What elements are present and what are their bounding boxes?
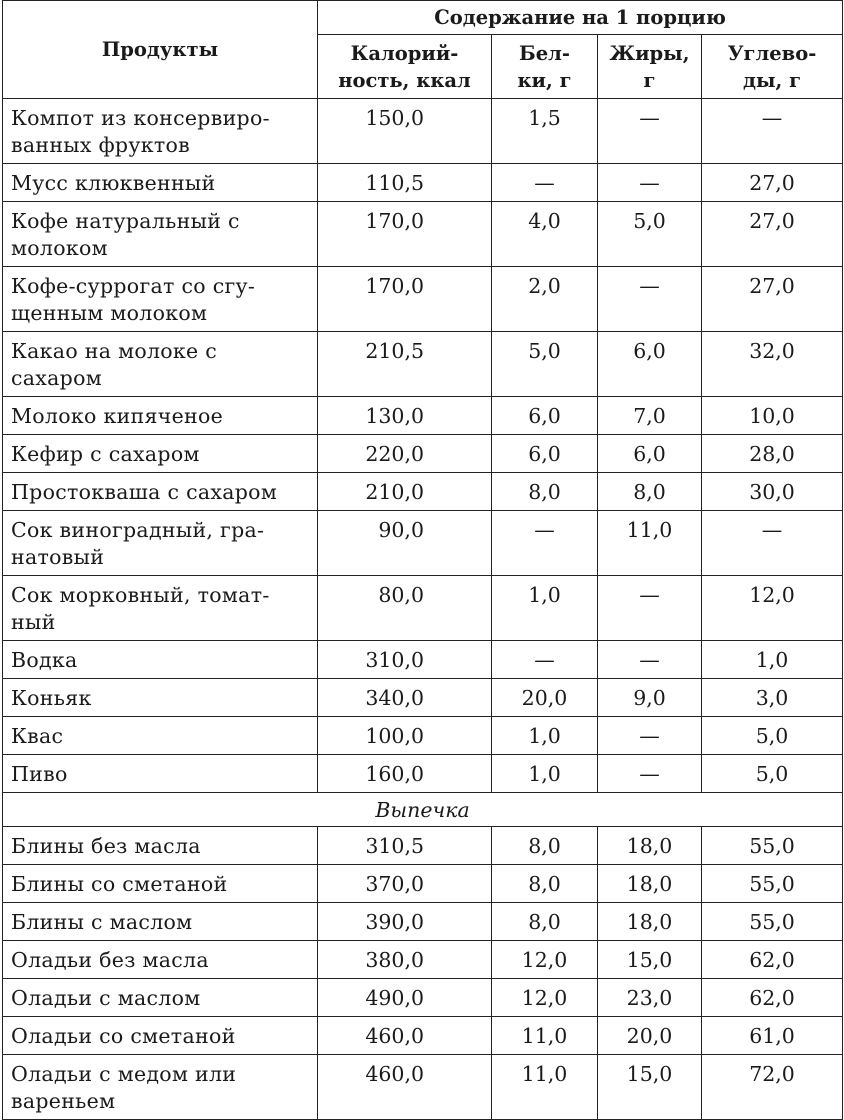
product-name-line: Какао на молоке с [11, 339, 218, 363]
product-name [3, 941, 318, 979]
product-name-line: Оладьи с медом или [11, 1062, 237, 1086]
fat-value: 20,0 [598, 1017, 702, 1055]
calories-value: 340,0 [318, 679, 492, 717]
product-name [3, 679, 318, 717]
carbs-value: 55,0 [702, 865, 843, 903]
carbs-value: 61,0 [702, 1017, 843, 1055]
carbs-value: 1,0 [702, 641, 843, 679]
fat-value: — [598, 717, 702, 755]
protein-value: 6,0 [492, 435, 598, 473]
product-name-line: Оладьи со сметаной [11, 1024, 236, 1048]
protein-value: 6,0 [492, 397, 598, 435]
calories-value: 210,0 [318, 473, 492, 511]
product-name [3, 473, 318, 511]
table-row [3, 511, 843, 576]
calories-value: 460,0 [318, 1017, 492, 1055]
protein-value: — [492, 511, 598, 576]
fat-value: — [598, 267, 702, 332]
carbs-value: 55,0 [702, 903, 843, 941]
fat-value: 15,0 [598, 1055, 702, 1120]
table-row [3, 717, 843, 755]
product-name [3, 397, 318, 435]
calories-value: 460,0 [318, 1055, 492, 1120]
fat-value: 18,0 [598, 903, 702, 941]
calories-value: 390,0 [318, 903, 492, 941]
table-row [3, 435, 843, 473]
table-body [3, 99, 843, 1120]
group-header: Содержание на 1 порцию [318, 1, 843, 35]
calories-value: 310,0 [318, 641, 492, 679]
carbs-value: 72,0 [702, 1055, 843, 1120]
carbs-value: — [702, 511, 843, 576]
product-name-line: Водка [11, 648, 78, 672]
product-name-line: Коньяк [11, 686, 92, 710]
product-name-line: сахаром [11, 366, 102, 390]
product-name [3, 1017, 318, 1055]
protein-value: 4,0 [492, 202, 598, 267]
carbs-value: 27,0 [702, 202, 843, 267]
protein-value: 5,0 [492, 332, 598, 397]
product-name-line: Оладьи без масла [11, 948, 209, 972]
section-row [3, 793, 843, 827]
calories-value: 110,5 [318, 164, 492, 202]
calories-value: 370,0 [318, 865, 492, 903]
calories-value: 170,0 [318, 202, 492, 267]
protein-value: 12,0 [492, 979, 598, 1017]
fat-value: — [598, 576, 702, 641]
nutrition-table [2, 0, 843, 1120]
product-name [3, 827, 318, 865]
fat-value: 23,0 [598, 979, 702, 1017]
product-name-line: Блины без масла [11, 834, 201, 858]
carbs-value: 12,0 [702, 576, 843, 641]
calories-value: 310,5 [318, 827, 492, 865]
table-row [3, 679, 843, 717]
fat-value: 7,0 [598, 397, 702, 435]
product-name-line: Блины с маслом [11, 910, 193, 934]
calories-value: 100,0 [318, 717, 492, 755]
carbs-value: 5,0 [702, 755, 843, 793]
carbs-value: 62,0 [702, 941, 843, 979]
carbs-value: 30,0 [702, 473, 843, 511]
table-row [3, 641, 843, 679]
product-name [3, 717, 318, 755]
protein-value: — [492, 164, 598, 202]
carbs-value: 32,0 [702, 332, 843, 397]
table-row [3, 755, 843, 793]
table-row [3, 827, 843, 865]
calories-value: 170,0 [318, 267, 492, 332]
protein-value: 12,0 [492, 941, 598, 979]
calories-value: 160,0 [318, 755, 492, 793]
product-name [3, 164, 318, 202]
product-name [3, 979, 318, 1017]
table-row [3, 473, 843, 511]
table-row [3, 576, 843, 641]
table-row [3, 99, 843, 164]
fat-value: — [598, 164, 702, 202]
product-name [3, 511, 318, 576]
products-header: Продукты [3, 1, 318, 99]
product-name-line: Простокваша с сахаром [11, 480, 278, 504]
table-row [3, 865, 843, 903]
carbs-value: — [702, 99, 843, 164]
product-name-line: Сок морковный, томат- [11, 583, 270, 607]
protein-value: 1,0 [492, 755, 598, 793]
product-name [3, 903, 318, 941]
protein-value: 2,0 [492, 267, 598, 332]
product-name [3, 576, 318, 641]
table-row [3, 164, 843, 202]
fat-value: 18,0 [598, 827, 702, 865]
table-row [3, 397, 843, 435]
product-name-line: щенным молоком [11, 301, 208, 325]
fat-value: 18,0 [598, 865, 702, 903]
product-name-line: Молоко кипяченое [11, 404, 224, 428]
product-name [3, 641, 318, 679]
product-name [3, 202, 318, 267]
calories-value: 130,0 [318, 397, 492, 435]
calories-value: 210,5 [318, 332, 492, 397]
calories-value: 380,0 [318, 941, 492, 979]
carbs-value: 3,0 [702, 679, 843, 717]
product-name-line: Оладьи с маслом [11, 986, 201, 1010]
product-name-line: Блины со сметаной [11, 872, 228, 896]
carbs-value: 62,0 [702, 979, 843, 1017]
calories-value: 220,0 [318, 435, 492, 473]
table-row [3, 267, 843, 332]
table-row [3, 332, 843, 397]
carbs-value: 55,0 [702, 827, 843, 865]
table-row [3, 903, 843, 941]
carbs-header: Углево- ды, г [702, 35, 843, 99]
protein-value: 1,5 [492, 99, 598, 164]
header-row-top [3, 1, 843, 35]
protein-value: 8,0 [492, 827, 598, 865]
protein-header: Бел- ки, г [492, 35, 598, 99]
product-name-line: Сок виноградный, гра- [11, 518, 265, 542]
calories-value: 90,0 [318, 511, 492, 576]
product-name-line: Квас [11, 724, 64, 748]
protein-value: 20,0 [492, 679, 598, 717]
protein-value: 11,0 [492, 1055, 598, 1120]
product-name-line: Кофе натуральный с [11, 209, 240, 233]
fat-value: 5,0 [598, 202, 702, 267]
product-name [3, 1055, 318, 1120]
calories-value: 490,0 [318, 979, 492, 1017]
product-name [3, 865, 318, 903]
calories-header: Калорий- ность, ккал [318, 35, 492, 99]
fat-value: 6,0 [598, 435, 702, 473]
product-name [3, 332, 318, 397]
protein-value: 1,0 [492, 717, 598, 755]
table-row [3, 202, 843, 267]
fat-value: — [598, 99, 702, 164]
product-name [3, 755, 318, 793]
calories-value: 80,0 [318, 576, 492, 641]
table-row [3, 1055, 843, 1120]
protein-value: — [492, 641, 598, 679]
product-name-line: Пиво [11, 762, 68, 786]
product-name-line: вареньем [11, 1089, 116, 1113]
fat-value: — [598, 755, 702, 793]
protein-value: 11,0 [492, 1017, 598, 1055]
carbs-value: 27,0 [702, 267, 843, 332]
product-name [3, 267, 318, 332]
fat-value: 9,0 [598, 679, 702, 717]
table-row [3, 979, 843, 1017]
protein-value: 8,0 [492, 903, 598, 941]
fat-value: 6,0 [598, 332, 702, 397]
product-name-line: натовый [11, 545, 105, 569]
carbs-value: 28,0 [702, 435, 843, 473]
fat-value: 15,0 [598, 941, 702, 979]
product-name-line: молоком [11, 236, 108, 260]
fat-value: — [598, 641, 702, 679]
section-title: Выпечка [3, 793, 843, 827]
product-name-line: Мусс клюквенный [11, 171, 216, 195]
product-name-line: ный [11, 610, 56, 634]
carbs-value: 10,0 [702, 397, 843, 435]
carbs-value: 5,0 [702, 717, 843, 755]
protein-value: 8,0 [492, 473, 598, 511]
product-name [3, 435, 318, 473]
product-name-line: Компот из консервиро- [11, 106, 270, 130]
fat-value: 11,0 [598, 511, 702, 576]
product-name [3, 99, 318, 164]
fat-value: 8,0 [598, 473, 702, 511]
product-name-line: Кефир с сахаром [11, 442, 200, 466]
protein-value: 8,0 [492, 865, 598, 903]
calories-value: 150,0 [318, 99, 492, 164]
protein-value: 1,0 [492, 576, 598, 641]
table-row [3, 941, 843, 979]
product-name-line: ванных фруктов [11, 133, 190, 157]
product-name-line: Кофе-суррогат со сгу- [11, 274, 256, 298]
carbs-value: 27,0 [702, 164, 843, 202]
fat-header: Жиры, г [598, 35, 702, 99]
table-row [3, 1017, 843, 1055]
